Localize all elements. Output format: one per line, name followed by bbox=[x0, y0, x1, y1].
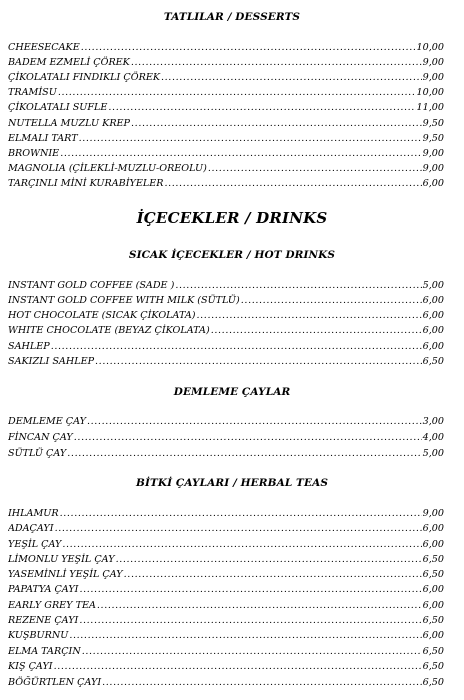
menu-item bbox=[8, 660, 444, 674]
leader-dots bbox=[79, 132, 422, 146]
leader-dots bbox=[67, 447, 421, 461]
item-price: 6,00 bbox=[422, 341, 444, 352]
item-price: 6,50 bbox=[422, 356, 444, 367]
item-price: 6,00 bbox=[422, 325, 444, 336]
item-name: YEŞİL ÇAY bbox=[8, 539, 62, 550]
item-price: 6,50 bbox=[422, 615, 444, 626]
item-price: 9,00 bbox=[422, 163, 444, 174]
leader-dots bbox=[102, 676, 422, 690]
item-name: ÇİKOLATALI FINDIKLI ÇÖREK bbox=[8, 72, 160, 83]
menu-item bbox=[8, 431, 444, 445]
item-name: SÜTLÜ ÇAY bbox=[8, 448, 67, 459]
leader-dots bbox=[69, 629, 421, 643]
item-price: 6,50 bbox=[422, 554, 444, 565]
menu-item bbox=[8, 56, 444, 70]
leader-dots bbox=[131, 56, 422, 70]
item-name: BADEM EZMELİ ÇÖREK bbox=[8, 57, 130, 68]
menu-item bbox=[8, 645, 444, 659]
item-name: CHEESECAKE bbox=[8, 42, 80, 53]
menu-item bbox=[8, 162, 444, 176]
menu-item bbox=[8, 568, 444, 582]
leader-dots bbox=[211, 324, 422, 338]
leader-dots bbox=[95, 355, 422, 369]
menu-item bbox=[8, 324, 444, 338]
menu-item bbox=[8, 447, 444, 461]
item-price: 6,50 bbox=[422, 569, 444, 580]
leader-dots bbox=[81, 41, 416, 55]
item-price: 5,00 bbox=[422, 280, 444, 291]
item-price: 6,00 bbox=[422, 295, 444, 306]
menu-item bbox=[8, 415, 444, 429]
brewed-teas-title: DEMLEME ÇAYLAR bbox=[173, 386, 291, 398]
menu-item bbox=[8, 294, 444, 308]
item-price: 6,00 bbox=[422, 600, 444, 611]
item-price: 9,50 bbox=[422, 118, 444, 129]
item-price: 6,00 bbox=[422, 630, 444, 641]
item-price: 6,50 bbox=[422, 677, 444, 688]
item-price: 6,50 bbox=[422, 661, 444, 672]
item-price: 9,00 bbox=[422, 57, 444, 68]
menu-item bbox=[8, 177, 444, 191]
leader-dots bbox=[51, 340, 422, 354]
menu-item bbox=[8, 629, 444, 643]
item-price: 3,00 bbox=[422, 416, 444, 427]
drinks-title: İÇECEKLER / DRINKS bbox=[136, 209, 328, 227]
item-price: 6,00 bbox=[422, 310, 444, 321]
leader-dots bbox=[175, 279, 421, 293]
item-price: 5,00 bbox=[422, 448, 444, 459]
item-name: ÇİKOLATALI SUFLE bbox=[8, 102, 108, 113]
leader-dots bbox=[124, 568, 422, 582]
item-name: DEMLEME ÇAY bbox=[8, 416, 86, 427]
item-name: PAPATYA ÇAYI bbox=[8, 584, 79, 595]
item-name: ELMA TARÇIN bbox=[8, 646, 81, 657]
item-name: INSTANT GOLD COFFEE (SADE ) bbox=[8, 280, 175, 291]
menu-item bbox=[8, 553, 444, 567]
item-name: SAKIZLI SAHLEP bbox=[8, 356, 95, 367]
item-price: 9,00 bbox=[422, 72, 444, 83]
menu-item bbox=[8, 132, 444, 146]
desserts-title: TATLILAR / DESSERTS bbox=[163, 11, 301, 23]
item-name: NUTELLA MUZLU KREP bbox=[8, 118, 131, 129]
menu-item bbox=[8, 355, 444, 369]
item-name: MAGNOLIA (ÇİLEKLİ-MUZLU-OREOLU) bbox=[8, 163, 207, 174]
leader-dots bbox=[197, 309, 422, 323]
menu-item bbox=[8, 279, 444, 293]
menu-item bbox=[8, 538, 444, 552]
leader-dots bbox=[55, 522, 422, 536]
leader-dots bbox=[54, 660, 422, 674]
menu-item bbox=[8, 309, 444, 323]
leader-dots bbox=[58, 86, 416, 100]
menu-item bbox=[8, 71, 444, 85]
item-price: 9,00 bbox=[422, 148, 444, 159]
leader-dots bbox=[82, 645, 422, 659]
item-name: LİMONLU YEŞİL ÇAY bbox=[8, 554, 115, 565]
item-price: 6,00 bbox=[422, 584, 444, 595]
item-name: KUŞBURNU bbox=[8, 630, 69, 641]
menu-item bbox=[8, 507, 444, 521]
leader-dots bbox=[108, 101, 415, 115]
item-price: 6,50 bbox=[422, 646, 444, 657]
leader-dots bbox=[79, 583, 421, 597]
herbal-teas-title: BİTKİ ÇAYLARI / HERBAL TEAS bbox=[135, 477, 329, 489]
item-price: 11,00 bbox=[416, 102, 444, 113]
item-price: 10,00 bbox=[416, 87, 444, 98]
item-price: 9,50 bbox=[422, 133, 444, 144]
menu-item bbox=[8, 147, 444, 161]
item-name: TRAMİSU bbox=[8, 87, 57, 98]
leader-dots bbox=[62, 538, 421, 552]
item-name: TARÇINLI MİNİ KURABİYELER bbox=[8, 178, 164, 189]
leader-dots bbox=[97, 599, 422, 613]
item-name: EARLY GREY TEA bbox=[8, 600, 96, 611]
menu-item bbox=[8, 583, 444, 597]
leader-dots bbox=[74, 431, 422, 445]
leader-dots bbox=[79, 614, 421, 628]
item-price: 6,00 bbox=[422, 178, 444, 189]
menu-item bbox=[8, 41, 444, 55]
item-name: BÖĞÜRTLEN ÇAYI bbox=[8, 677, 102, 688]
item-price: 9,00 bbox=[422, 508, 444, 519]
menu-item bbox=[8, 522, 444, 536]
item-name: HOT CHOCOLATE (SICAK ÇİKOLATA) bbox=[8, 310, 196, 321]
item-name: BROWNIE bbox=[8, 148, 60, 159]
leader-dots bbox=[241, 294, 422, 308]
item-price: 4,00 bbox=[422, 432, 444, 443]
item-name: KIŞ ÇAYI bbox=[8, 661, 53, 672]
leader-dots bbox=[87, 415, 422, 429]
item-name: REZENE ÇAYI bbox=[8, 615, 79, 626]
menu-item bbox=[8, 86, 444, 100]
menu-item bbox=[8, 676, 444, 690]
leader-dots bbox=[116, 553, 422, 567]
item-name: SAHLEP bbox=[8, 341, 50, 352]
item-price: 6,00 bbox=[422, 539, 444, 550]
item-name: FİNCAN ÇAY bbox=[8, 432, 73, 443]
item-name: INSTANT GOLD COFFEE WITH MILK (SÜTLÜ) bbox=[8, 295, 240, 306]
leader-dots bbox=[60, 147, 421, 161]
item-name: IHLAMUR bbox=[8, 508, 59, 519]
menu-item bbox=[8, 117, 444, 131]
item-name: WHITE CHOCOLATE (BEYAZ ÇİKOLATA) bbox=[8, 325, 210, 336]
menu-item bbox=[8, 101, 444, 115]
leader-dots bbox=[164, 177, 421, 191]
leader-dots bbox=[208, 162, 422, 176]
leader-dots bbox=[161, 71, 422, 85]
menu-item bbox=[8, 599, 444, 613]
item-price: 6,00 bbox=[422, 523, 444, 534]
leader-dots bbox=[131, 117, 422, 131]
item-name: ELMALI TART bbox=[8, 133, 78, 144]
menu-item bbox=[8, 340, 444, 354]
leader-dots bbox=[60, 507, 422, 521]
item-name: YASEMİNLİ YEŞİL ÇAY bbox=[8, 569, 123, 580]
hot-drinks-title: SICAK İÇECEKLER / HOT DRINKS bbox=[128, 249, 336, 261]
item-name: ADAÇAYI bbox=[8, 523, 54, 534]
item-price: 10,00 bbox=[416, 42, 444, 53]
menu-item bbox=[8, 614, 444, 628]
